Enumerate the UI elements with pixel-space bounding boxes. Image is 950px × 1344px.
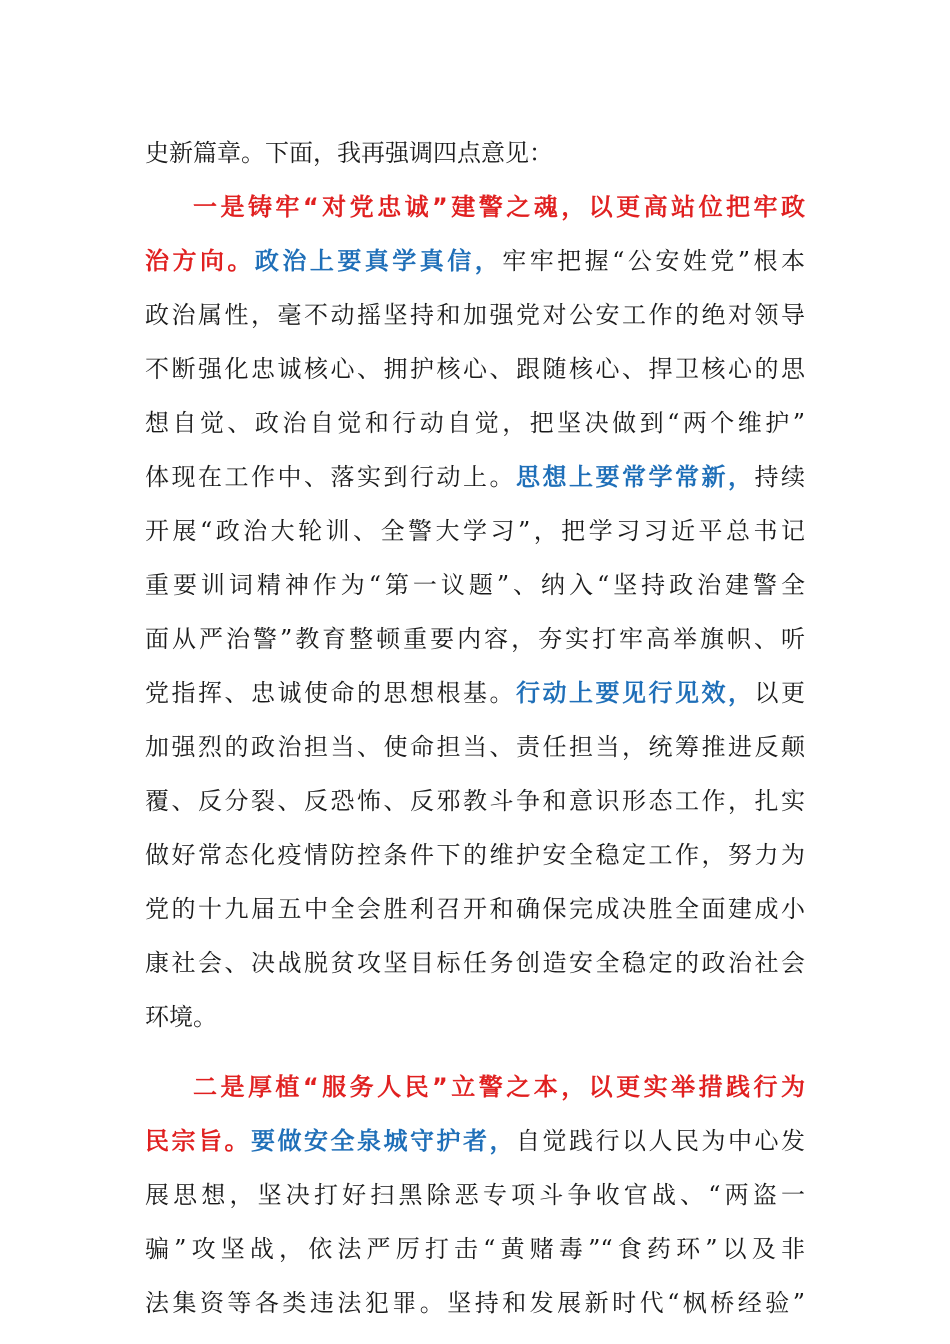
body-text: 体现在工作中、落实到行动上。 bbox=[145, 463, 516, 491]
section-heading-text: 民宗旨。 bbox=[145, 1127, 251, 1155]
document-body bbox=[145, 126, 805, 1330]
text-line bbox=[145, 288, 805, 342]
body-text: 政治属性，毫不动摇坚持和加强党对公安工作的绝对领导 bbox=[145, 301, 805, 329]
body-text: 法集资等各类违法犯罪。坚持和发展新时代“枫桥经验” bbox=[145, 1289, 805, 1317]
text-line bbox=[145, 1114, 805, 1168]
subpoint-heading-text: 思想上要常学常新， bbox=[516, 463, 755, 491]
text-line bbox=[145, 882, 805, 936]
text-line bbox=[145, 990, 805, 1044]
text-line bbox=[145, 720, 805, 774]
body-text: 重要训词精神作为“第一议题”、纳入“坚持政治建警全 bbox=[145, 571, 805, 599]
section-heading-text: 治方向。 bbox=[145, 247, 255, 275]
body-text: 做好常态化疫情防控条件下的维护安全稳定工作，努力为 bbox=[145, 841, 805, 869]
subpoint-heading-text: 政治上要真学真信， bbox=[254, 247, 503, 275]
body-text: 骗”攻坚战，依法严厉打击“黄赌毒”“食药环”以及非 bbox=[145, 1235, 805, 1263]
text-line bbox=[145, 504, 805, 558]
text-line bbox=[145, 342, 805, 396]
body-text: 不断强化忠诚核心、拥护核心、跟随核心、捍卫核心的思 bbox=[145, 355, 805, 383]
body-text: 牢牢把握“公安姓党”根本 bbox=[502, 247, 806, 275]
body-text: 党的十九届五中全会胜利召开和确保完成决胜全面建成小 bbox=[145, 895, 805, 923]
text-line bbox=[145, 396, 805, 450]
section-heading-text: 二是厚植“服务人民”立警之本，以更实举措践行为 bbox=[193, 1073, 805, 1101]
text-line bbox=[145, 180, 805, 234]
body-text: 展思想，坚决打好扫黑除恶专项斗争收官战、“两盗一 bbox=[145, 1181, 805, 1209]
paragraph-gap bbox=[145, 1044, 805, 1060]
text-line bbox=[145, 666, 805, 720]
body-text: 开展“政治大轮训、全警大学习”，把学习习近平总书记 bbox=[145, 517, 805, 545]
text-line bbox=[145, 1276, 805, 1330]
subpoint-heading-text: 行动上要见行见效， bbox=[516, 679, 755, 707]
body-text: 持续 bbox=[754, 463, 805, 491]
text-line bbox=[145, 1222, 805, 1276]
body-text: 环境。 bbox=[145, 1003, 217, 1031]
body-text: 想自觉、政治自觉和行动自觉，把坚决做到“两个维护” bbox=[145, 409, 805, 437]
body-text: 康社会、决战脱贫攻坚目标任务创造安全稳定的政治社会 bbox=[145, 949, 805, 977]
body-text: 覆、反分裂、反恐怖、反邪教斗争和意识形态工作，扎实 bbox=[145, 787, 805, 815]
text-line bbox=[145, 1060, 805, 1114]
text-line bbox=[145, 558, 805, 612]
section-heading-text: 一是铸牢“对党忠诚”建警之魂，以更高站位把牢政 bbox=[193, 193, 805, 221]
text-line bbox=[145, 450, 805, 504]
body-text: 面从严治警”教育整顿重要内容，夯实打牢高举旗帜、听 bbox=[145, 625, 805, 653]
text-line bbox=[145, 234, 805, 288]
text-line bbox=[145, 612, 805, 666]
text-line bbox=[145, 828, 805, 882]
text-line bbox=[145, 1168, 805, 1222]
body-text: 加强烈的政治担当、使命担当、责任担当，统筹推进反颠 bbox=[145, 733, 805, 761]
body-text: 以更 bbox=[754, 679, 805, 707]
text-line bbox=[145, 126, 805, 180]
text-line bbox=[145, 774, 805, 828]
text-line bbox=[145, 936, 805, 990]
subpoint-heading-text: 要做安全泉城守护者， bbox=[251, 1127, 516, 1155]
body-text: 史新篇章。下面，我再强调四点意见： bbox=[145, 139, 553, 167]
body-text: 自觉践行以人民为中心发 bbox=[516, 1127, 805, 1155]
body-text: 党指挥、忠诚使命的思想根基。 bbox=[145, 679, 516, 707]
